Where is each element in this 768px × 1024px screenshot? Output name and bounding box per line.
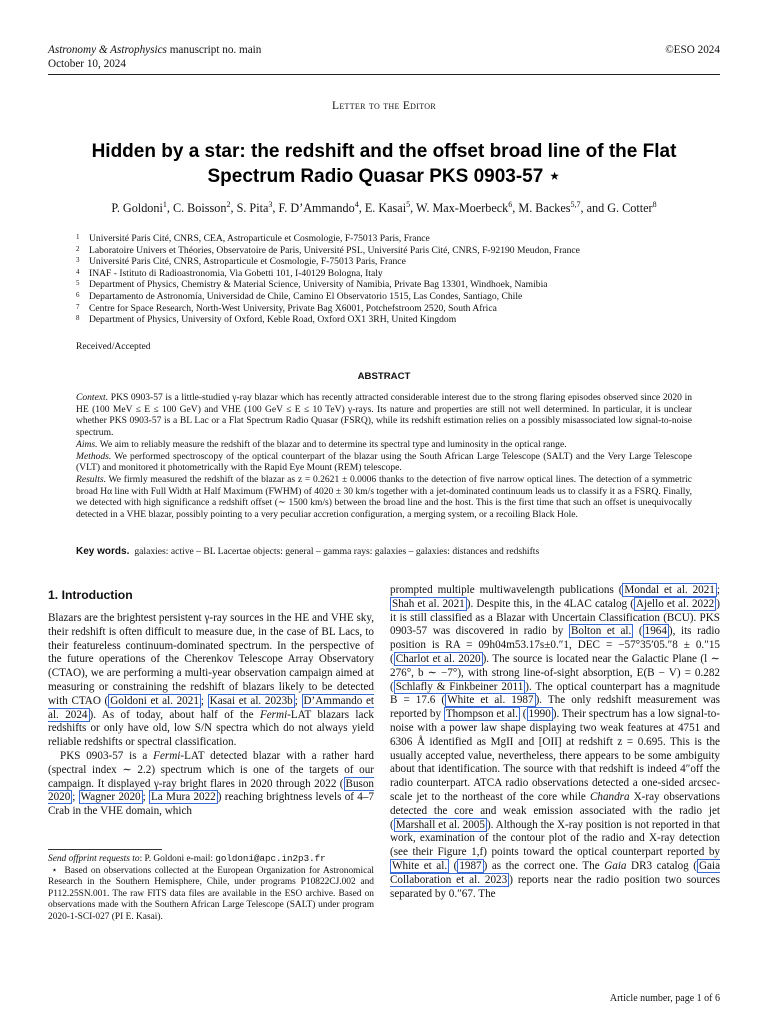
author: S. Pita$^3$ (236, 200, 273, 216)
affiliation-list (76, 233, 736, 326)
author: G. Cotter$^8$ (607, 200, 657, 216)
keywords-text: galaxies: active – BL Lacertae objects: general – gamma rays: galaxies – galaxies: distances and redshifts (134, 546, 540, 557)
citation-link[interactable]: 1990 (528, 708, 551, 721)
affiliation: 7 Centre for Space Research, North-West University, Private Bag X6001, Potchefstroom 2520, South Africa (76, 302, 497, 314)
author-list: P. Goldoni$^1$, C. Boisson$^2$, S. Pita$^3$, F. D’Ammando$^4$, E. Kasai$^5$, W. Max-Moerbeck$^6$, M. Backes$^{5,7}$, and G. Cotter$^8$ (111, 200, 657, 216)
letter-label: Letter to the Editor (332, 100, 436, 112)
author: M. Backes$^{5,7}$ (518, 200, 581, 216)
copyright: ©ESO 2024 (665, 44, 720, 56)
affiliation: 4 INAF - Istituto di Radioastronomia, Via Gobetti 101, I-40129 Bologna, Italy (76, 267, 383, 279)
header-date: October 10, 2024 (48, 58, 126, 70)
affiliation: 8 Department of Physics, University of Oxford, Keble Road, Oxford OX1 3RH, United Kingdom (76, 314, 457, 326)
title-line-2 (40, 164, 728, 189)
abstract-heading: ABSTRACT (357, 371, 411, 382)
abstract-context: Context. PKS 0903-57 is a little-studied γ-ray blazar which has recently attracted considerable interest due to the strong flaring episodes observed since 2020 in HE (100 MeV ≤ E ≤ 100 GeV) and VHE (100 GeV ≤ E ≤ 10 TeV) γ-rays. Its nature and properties are still not well determined. In particular, it is unclear whether PKS 0903-57 is a BL Lac or a Flat Spectrum Radio Quasar (FSRQ), while its redshift estimation relies on a possibly misassociated low signal-to-noise spectrum. (76, 392, 693, 439)
citation-link[interactable]: Shah et al. 2021 (392, 597, 465, 610)
author: W. Max-Moerbeck$^6$ (415, 200, 513, 216)
header-rule (48, 74, 720, 75)
citation-link[interactable]: Mondal et al. 2021 (624, 584, 715, 596)
affiliation: 3 Université Paris Cité, CNRS, Astroparticule et Cosmologie, F-75013 Paris, France (76, 256, 406, 268)
paragraph: prompted multiple multiwavelength publications ( Mondal et al. 2021 ; Shah et al. 2021 ). Despite this, in the 4LAC catalog ( Ajello et al. 2022 ) it is still classified as a Blazar with Uncertain Classification (BCU). PKS 0903-57 was discovered in radio by Bolton et al. ( 1964 ), its radio position is RA = 09h04m53.17s±0.″1, DEC = −57°35′05.″8 ± 0.″15 ( Charlot et al. 2020 ). The source is located near the Galactic Plane (l ∼ 276°, b ∼ −7°), with strong line-of-sight absorption, E(B − V) = 0.282 ( Schlafly & Finkbeiner 2011 ). The optical counterpart has a magnitude B = 17.6 ( White et al. 1987 ). The only redshift measurement was reported by Thompson et al. ( 1990 ). Their spectrum has a low signal-to-noise with a power law shape displaying two weak features at 4751 and 6306 Å identified as MgII and [OII] at redshift z = 0.695. This is the usually accepted value, nevertheless, there appears to be some ambiguity about that identification. The source with that redshift is indeed 4″off the radio counterpart. ATCA radio observations detected a one-sided arcsec-scale jet to the northeast of the core while Chandra X-ray observations detected the core and weak emission associated with the radio jet ( Marshall et al. 2005 ). Although the X-ray position is not reported in that work, examination of the contour plot of the radio and X-ray detection (see their Figure 1,f) points toward the optical counterpart reported by White et al. ( 1987 ) as the correct one. The Gaia DR3 catalog ( Gaia Collaboration et al. 2023 ) reports near the radio position two sources separated by 0.″67. The (390, 584, 721, 900)
title-line-2-text: Spectrum Radio Quasar PKS 0903-57 (207, 166, 544, 187)
page-footer: Article number, page 1 of 6 (609, 993, 720, 1004)
keywords (76, 546, 692, 557)
author: C. Boisson$^2$ (172, 200, 231, 216)
citation-link[interactable]: White et al. 1987 (447, 694, 534, 707)
paper-title (40, 139, 728, 189)
citation-link[interactable]: Thompson et al. (445, 708, 518, 721)
affiliation: 6 Departamento de Astronomía, Universidad de Chile, Camino El Observatorio 1515, Las Condes, Santiago, Chile (76, 290, 523, 302)
citation-link[interactable]: Buson 2020 (48, 777, 374, 804)
title-footnote-star[interactable]: ⋆ (548, 166, 561, 187)
abstract-results: Results. We firmly measured the redshift of the blazar as z = 0.2621 ± 0.0006 thanks to the detection of five narrow optical lines. The detection of a symmetric broad Hα line with Full Width at Half Maximum (FWHM) of 4020 ± 30 km/s together with a jet-dominated continuum leads us to classify it as a FSRQ. Finally, we detected with high significance a redshift offset (∼ 1500 km/s) between the broad line and the host. This is the first time that such an offset is unequivocally detected in a VHE blazar, possibly pointing to a very peculiar accretion configuration, a merging system, or a recoiling Black Hole. (76, 473, 692, 521)
abstract-aims: Aims. We aim to reliably measure the redshift of the blazar and to determine its spectral type and luminosity in the optical range. (76, 438, 567, 450)
paragraph: PKS 0903-57 is a Fermi-LAT detected blazar with a rather hard (spectral index ∼ 2.2) spectrum which is one of the targets of our campaign. It displayed γ-ray bright flares in 2020 through 2022 ( Buson 2020 ; Wagner 2020 ; La Mura 2022 ) reaching brightness levels of 4–7 Crab in the VHE domain, which (48, 749, 374, 818)
author: F. D’Ammando$^4$ (278, 200, 359, 216)
keywords-label: Key words. (76, 546, 130, 557)
affiliation: 5 Department of Physics, Chemistry & Material Science, University of Namibia, Private Bag 13301, Windhoek, Namibia (76, 279, 548, 291)
abstract-methods: Methods. We performed spectroscopy of the optical counterpart of the blazar using the South African Large Telescope (SALT) and the Very Large Telescope (VLT) and monitored it photometrically with the Rapid Eye Mount (REM) telescope. (76, 450, 692, 474)
author: E. Kasai$^5$ (364, 200, 411, 216)
manuscript-no: manuscript no. main (169, 44, 262, 56)
title-line-1: Hidden by a star: the redshift and the offset broad line of the Flat (91, 141, 677, 162)
citation-link[interactable]: Charlot et al. 2020 (395, 652, 481, 665)
citation-link[interactable]: Goldoni et al. 2021 (110, 694, 199, 707)
running-header (48, 43, 720, 71)
citation-link[interactable]: Bolton et al. (570, 625, 632, 638)
paragraph: Blazars are the brightest persistent γ-ray sources in the HE and VHE sky, their redshift is often difficult to measure due, in the case of BL Lacs, to their featureless continuum-dominated spectrum. In the perspective of the future operations of the Cherenkov Telescope Array Observatory (CTAO), we are performing a multi-year observation campaign aimed at measuring or constraining the redshift of blazars likely to be detected with CTAO ( Goldoni et al. 2021 ; Kasai et al. 2023b ; D’Ammando et al. 2024 ). As of today, about half of the Fermi-LAT blazars lack redshifts or only have old, low S/N spectra which do not always yield reliable redshifts or spectral classification. (48, 612, 374, 749)
citation-link[interactable]: 1964 (644, 625, 667, 638)
footnotes (48, 853, 374, 923)
author: P. Goldoni$^1$ (111, 200, 167, 216)
received-accepted: Received/Accepted (76, 341, 151, 352)
body-column-left (48, 612, 374, 819)
citation-link[interactable]: Schlafly & Finkbeiner 2011 (395, 680, 524, 693)
footnote-rule (48, 849, 162, 850)
citation-link[interactable]: Gaia Collaboration et al. 2023 (390, 859, 721, 886)
citation-link[interactable]: Ajello et al. 2022 (635, 597, 715, 610)
journal-name: Astronomy & Astrophysics (48, 44, 167, 56)
citation-link[interactable]: La Mura 2022 (151, 791, 216, 804)
affiliation: 1 Université Paris Cité, CNRS, CEA, Astroparticule et Cosmologie, F-75013 Paris, France (76, 233, 430, 244)
citation-link[interactable]: Kasai et al. 2023b (209, 694, 293, 707)
footnote-star-note: ⋆ Based on observations collected at the European Organization for Astronomical Research in the Southern Hemisphere, Chile, under programs P10822CJ.002 and P112.25SN.001. The raw FITS data files are available in the ESO archive. Based on observations made with the Southern African Large Telescope (SALT) under program 2020-1-SCI-027 (PI E. Kasai). (48, 865, 375, 922)
abstract-body (76, 392, 692, 521)
citation-link[interactable]: White et al. (392, 859, 448, 872)
citation-link[interactable]: D’Ammando et al. 2024 (48, 694, 374, 721)
email-link[interactable]: goldoni@apc.in2p3.fr (215, 853, 326, 864)
citation-link[interactable]: Wagner 2020 (80, 791, 141, 804)
journal-line (48, 43, 261, 57)
section-heading: 1. Introduction (48, 588, 133, 602)
citation-link[interactable]: 1987 (459, 859, 482, 872)
affiliation: 2 Laboratoire Univers et Théories, Observatoire de Paris, Université PSL, Université Paris Cité, CNRS, F-92190 Meudon, France (76, 244, 580, 256)
offprint-note: Send offprint requests to: P. Goldoni e-mail: goldoni@apc.in2p3.fr (48, 853, 326, 864)
body-column-right (390, 584, 720, 901)
citation-link[interactable]: Marshall et al. 2005 (395, 818, 485, 831)
